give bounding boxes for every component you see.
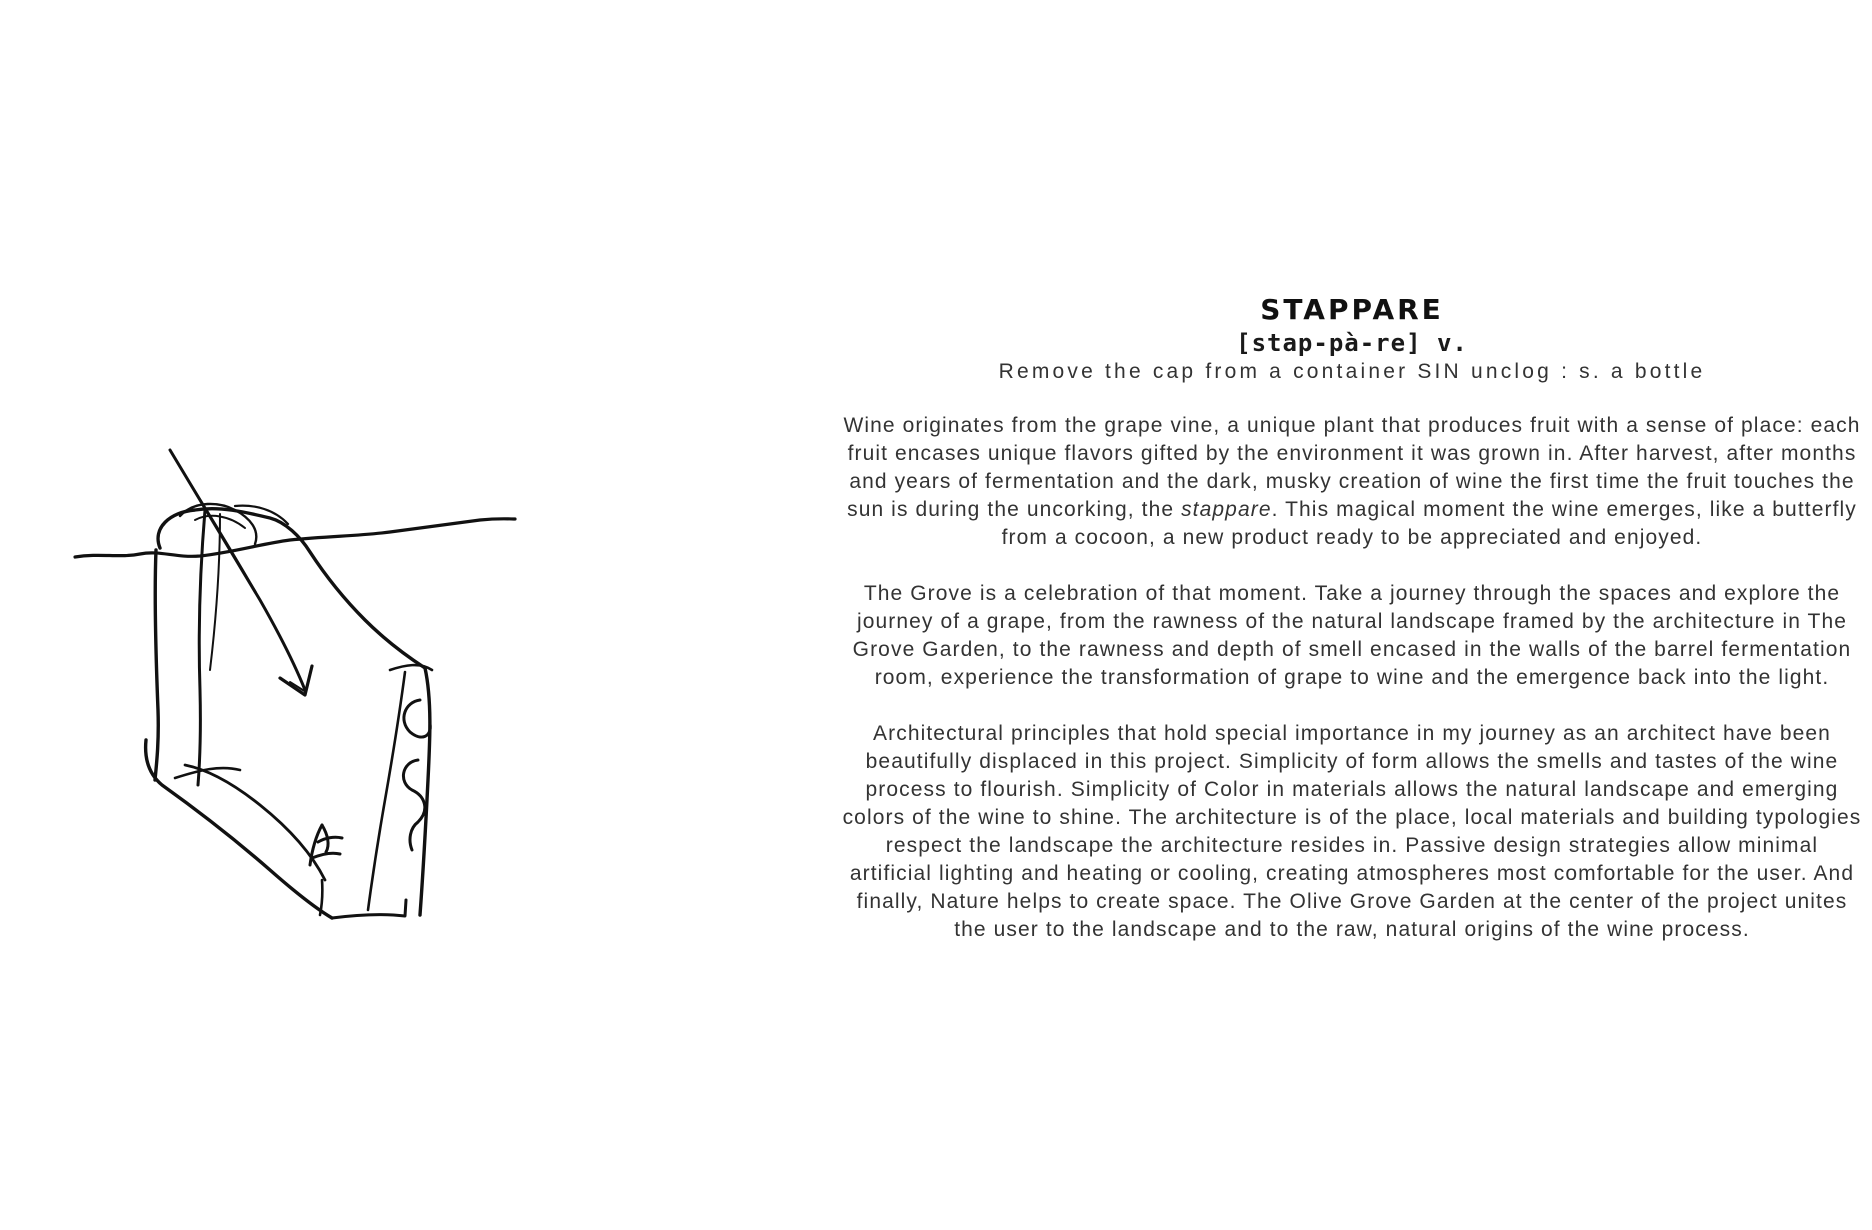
entry-definition: Remove the cap from a container SIN unclog : s. a bottle xyxy=(998,360,1706,383)
paragraph-origin-part1: Wine originates from the grape vine, a unique plant that produces fruit with a sense of place: each fruit encases unique flavors gifted by the environment it was grown in. After harvest, after months and years of fermentation and the dark, musky creation of wine the first time the fruit touches the sun is during the uncorking, the xyxy=(843,414,1861,521)
paragraph-origin-part2: . This magical moment the wine emerges, like a butterfly from a cocoon, a new product ready to be appreciated and enjoyed. xyxy=(1001,498,1857,549)
entry-pronunciation: [stap-pà-re] v. xyxy=(1236,329,1468,357)
text-column xyxy=(842,292,1862,972)
paragraph-origin xyxy=(842,412,1862,552)
paragraph-grove: The Grove is a celebration of that moment. Take a journey through the spaces and explore the journey of a grape, from the rawness of the natural landscape framed by the architecture in The Grove Garden, to the rawness and depth of smell encased in the walls of the barrel fermentation room, experience the transformation of grape to wine and the emergence back into the light. xyxy=(852,582,1852,689)
sketch-drawing-icon xyxy=(60,440,530,930)
concept-sketch xyxy=(60,440,530,930)
paragraph-principles: Architectural principles that hold special importance in my journey as an architect have been beautifully displaced in this project. Simplicity of form allows the smells and tastes of the wine process to flourish. Simplicity of Color in materials allows the natural landscape and emerging colors of the wine to shine. The architecture is of the place, local materials and building typologies respect the landscape the architecture resides in. Passive design strategies allow minimal artificial lighting and heating or cooling, creating atmospheres most comfortable for the user. And finally, Nature helps to create space. The Olive Grove Garden at the center of the project unites the user to the landscape and to the raw, natural origins of the wine process. xyxy=(842,722,1862,941)
entry-word: STAPPARE xyxy=(1260,293,1444,326)
paragraph-origin-italic: stappare xyxy=(1181,498,1272,521)
